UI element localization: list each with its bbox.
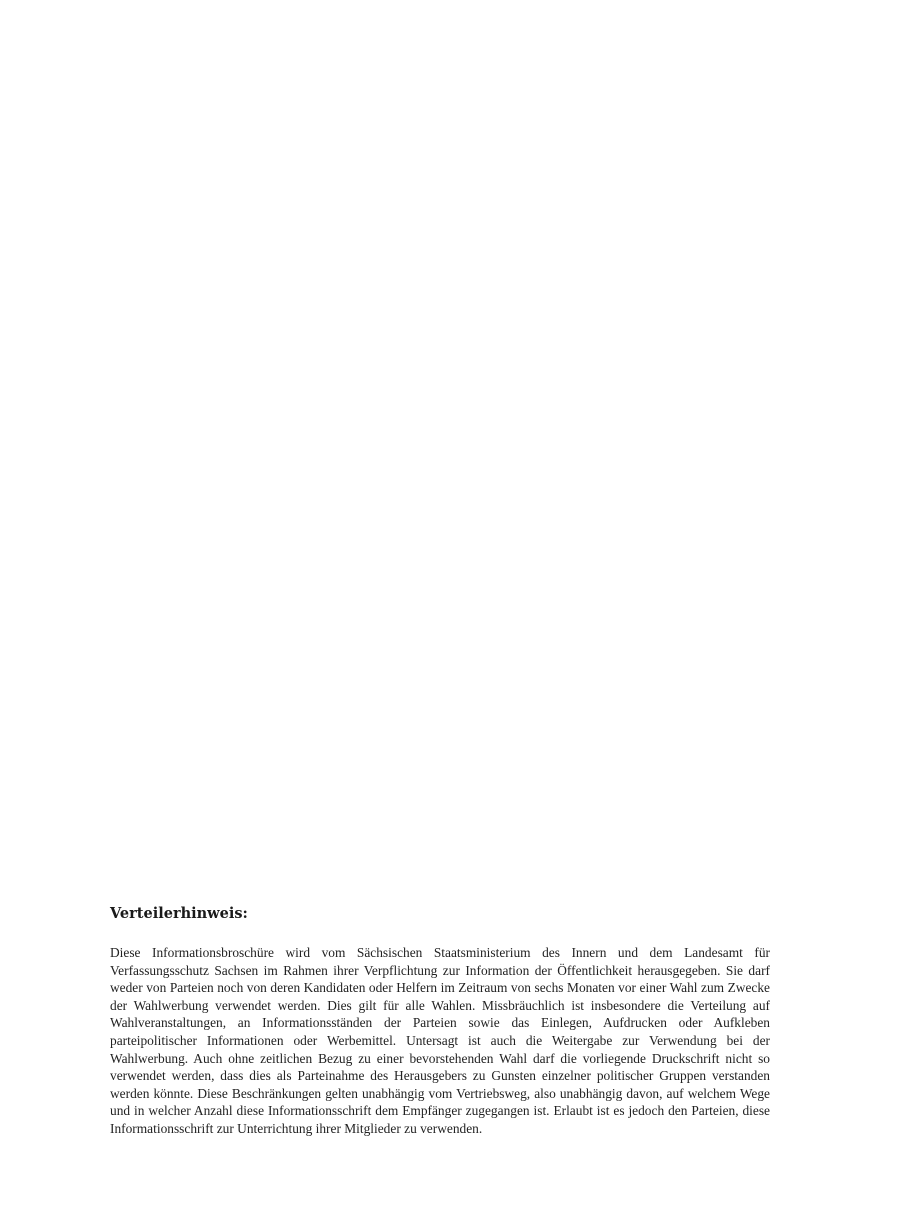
notice-heading: Verteilerhinweis: — [110, 905, 248, 922]
distribution-notice — [110, 904, 770, 1138]
notice-body: Diese Informationsbroschüre wird vom Sächsischen Staatsministerium des Innern und dem Landesamt für Verfassungsschutz Sachsen im Rahmen ihrer Verpflichtung zur Information der Öffentlichkeit herausgegeben. Sie darf weder von Parteien noch von deren Kandidaten oder Helfern im Zeitraum von sechs Monaten vor einer Wahl zum Zwecke der Wahlwerbung verwendet werden. Dies gilt für alle Wahlen. Missbräuchlich ist insbesondere die Verteilung auf Wahlveranstaltungen, an Informationsständen der Parteien sowie das Einlegen, Aufdrucken oder Aufkleben parteipolitischer Informationen oder Werbemittel. Untersagt ist auch die Weitergabe zur Verwendung bei der Wahlwerbung. Auch ohne zeitlichen Bezug zu einer bevorstehenden Wahl darf die vorliegende Druckschrift nicht so verwendet werden, dass dies als Parteinahme des Herausgebers zu Gunsten einzelner politischer Gruppen verstanden werden könnte. Diese Beschränkungen gelten unabhängig vom Vertriebsweg, also unabhängig davon, auf welchem Wege und in welcher Anzahl diese Informationsschrift dem Empfänger zugegangen ist. Erlaubt ist es jedoch den Parteien, diese Informationsschrift zur Unterrichtung ihrer Mitglieder zu verwenden. — [110, 945, 770, 1136]
